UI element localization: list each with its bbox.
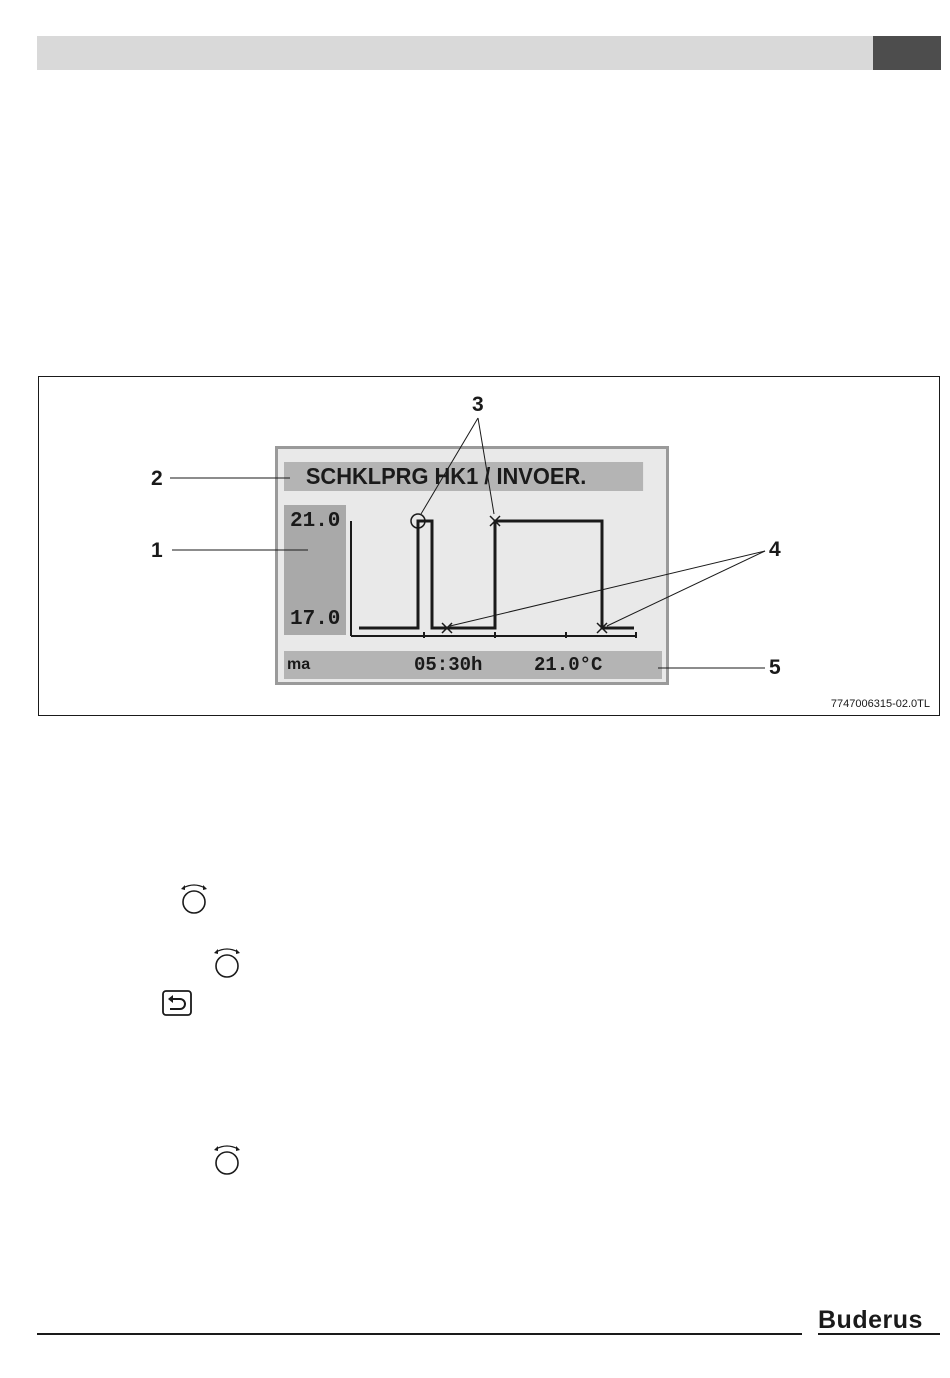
callout-5: 5 — [769, 656, 781, 679]
callout-3: 3 — [472, 393, 484, 416]
day-label: ma — [287, 656, 311, 673]
lcd-title: SCHKLPRG HK1 / INVOER. — [284, 462, 643, 491]
leader-line-4 — [450, 551, 765, 626]
y-max-label: 21.0 — [290, 510, 341, 533]
leader-line-3 — [421, 418, 478, 514]
time-label: 05:30h — [414, 654, 483, 676]
brand-logo: Buderus — [818, 1306, 923, 1334]
figure-code: 7747006315-02.0TL — [830, 698, 930, 710]
callout-1: 1 — [151, 539, 163, 562]
rotary-knob-icon — [209, 1143, 245, 1177]
brand-underline — [818, 1333, 940, 1335]
switching-profile — [359, 521, 634, 628]
rotary-knob-icon — [209, 946, 245, 980]
rotary-knob-icon — [176, 882, 212, 916]
temperature-label: 21.0°C — [534, 654, 603, 676]
y-min-label: 17.0 — [290, 608, 341, 631]
leader-line-4 — [607, 551, 765, 626]
callout-2: 2 — [151, 467, 163, 490]
footer-rule — [37, 1333, 802, 1335]
back-key-icon — [162, 990, 192, 1016]
leader-line-3 — [478, 418, 494, 514]
callout-4: 4 — [769, 538, 781, 561]
